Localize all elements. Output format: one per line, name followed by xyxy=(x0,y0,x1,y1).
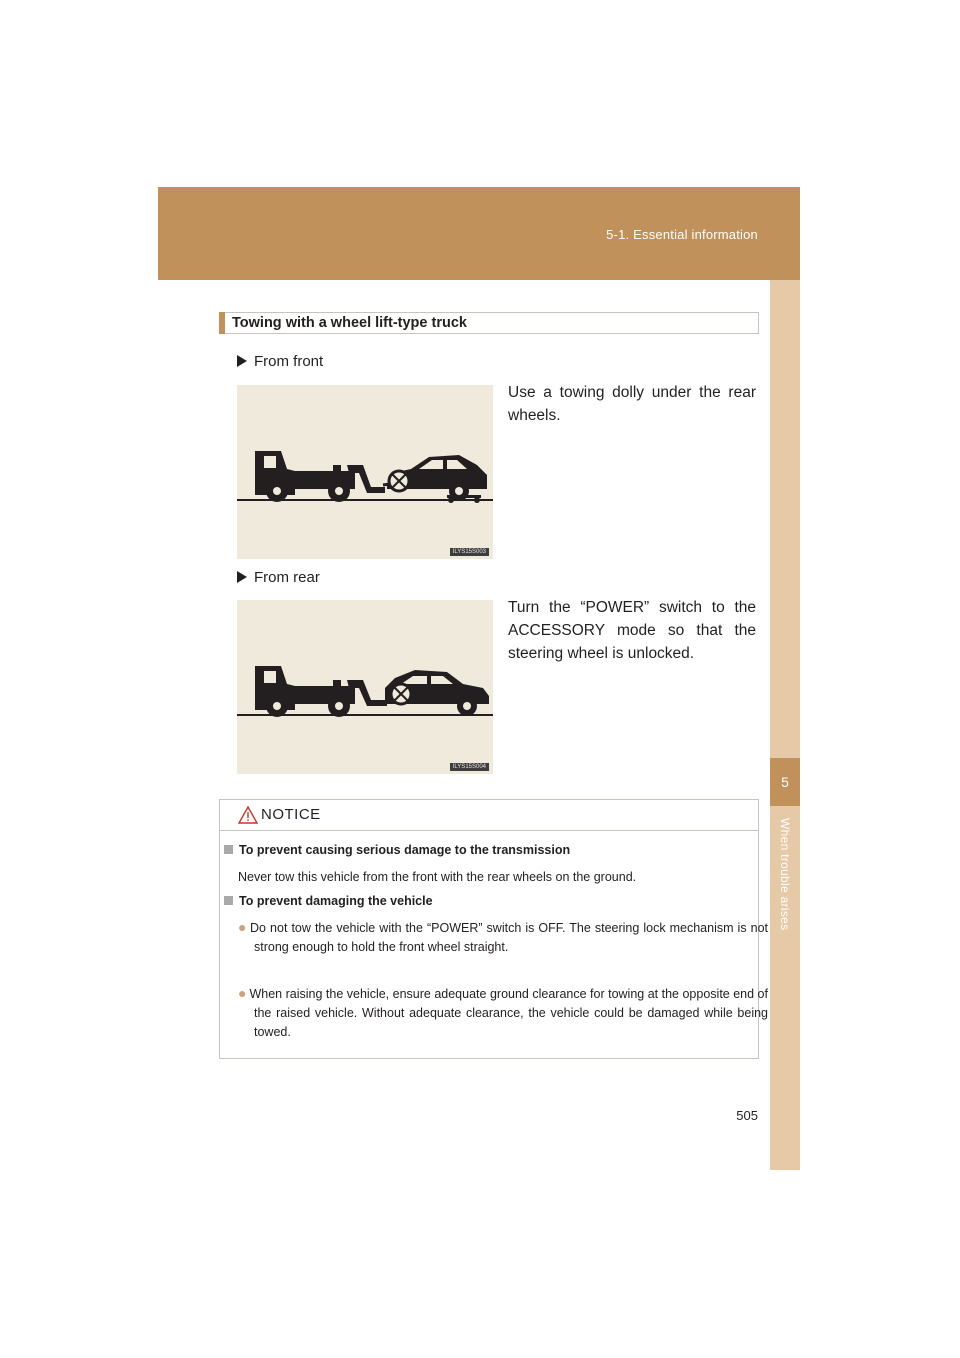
illustration-code: ILYS15S003 xyxy=(450,548,489,556)
notice-heading: To prevent damaging the vehicle xyxy=(224,894,433,908)
front-label: From front xyxy=(254,353,324,370)
warning-icon xyxy=(238,806,258,824)
section-title-bar xyxy=(219,312,759,334)
notice-title: NOTICE xyxy=(261,806,321,823)
notice-box xyxy=(219,799,768,1059)
notice-bullet: ● Do not tow the vehicle with the “POWER” switch is OFF. The steering lock mechanism is not strong enough to hold the front wheel straight. xyxy=(238,919,768,954)
front-towing-illustration xyxy=(237,385,493,559)
front-subheading xyxy=(237,353,323,370)
rear-subheading xyxy=(237,569,320,586)
rear-text: Turn the “POWER” switch to the ACCESSORY mode so that the steering wheel is unlocked. xyxy=(508,599,756,662)
page-number: 505 xyxy=(736,1108,758,1123)
section-header: 5-1. Essential information xyxy=(606,227,758,242)
illustration-code: ILYS15S004 xyxy=(450,763,489,771)
notice-heading: To prevent causing serious damage to the transmission xyxy=(224,843,570,857)
notice-body: Never tow this vehicle from the front with the rear wheels on the ground. xyxy=(238,870,637,884)
triangle-right-icon xyxy=(237,571,247,583)
rear-label: From rear xyxy=(254,569,320,586)
section-title: Towing with a wheel lift-type truck xyxy=(232,315,467,331)
chapter-number-block xyxy=(770,758,800,806)
chapter-number: 5 xyxy=(781,774,789,790)
section-title-accent xyxy=(219,312,225,334)
rear-towing-illustration xyxy=(237,600,493,774)
notice-header xyxy=(220,800,758,831)
bullet-dot-icon: ● xyxy=(238,919,248,935)
side-tab xyxy=(770,280,800,1170)
header-band xyxy=(158,187,800,280)
notice-bullet: ● When raising the vehicle, ensure adequate ground clearance for towing at the opposite end of the raised vehicle. Without adequate clearance, the vehicle could be damaged while being towed. xyxy=(238,985,768,1039)
square-bullet-icon xyxy=(224,896,233,905)
triangle-right-icon xyxy=(237,355,247,367)
tow-truck-rear-icon xyxy=(237,600,493,774)
chapter-title: When trouble arises xyxy=(778,818,792,931)
tow-truck-front-icon xyxy=(237,385,493,559)
front-text: Use a towing dolly under the rear wheels. xyxy=(508,384,756,424)
bullet-dot-icon: ● xyxy=(238,985,247,1001)
square-bullet-icon xyxy=(224,845,233,854)
